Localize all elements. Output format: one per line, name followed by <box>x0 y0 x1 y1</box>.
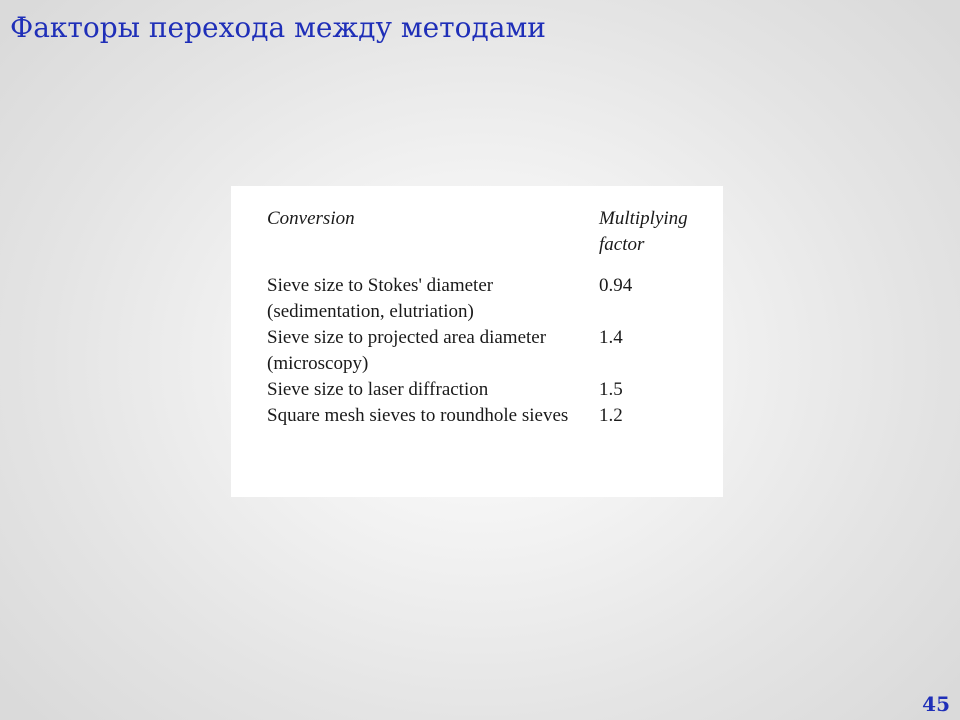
table-row <box>267 273 709 325</box>
table-header-row <box>267 206 709 273</box>
row-conversion: Square mesh sieves to roundhole sieves <box>267 405 569 426</box>
header-conversion: Conversion <box>267 208 355 229</box>
conversion-table <box>267 206 709 429</box>
table-row <box>267 403 709 429</box>
row-factor: 0.94 <box>599 275 633 296</box>
row-factor: 1.5 <box>599 379 623 400</box>
row-factor: 1.4 <box>599 327 623 348</box>
table-row <box>267 377 709 403</box>
row-conversion: Sieve size to Stokes' diameter (sedimentation, elutriation) <box>267 275 494 322</box>
header-multiplying-factor: Multiplying factor <box>599 208 688 255</box>
row-conversion: Sieve size to projected area diameter (microscopy) <box>267 327 547 374</box>
conversion-table-image <box>231 186 723 497</box>
row-conversion: Sieve size to laser diffraction <box>267 379 489 400</box>
table-row <box>267 325 709 377</box>
row-factor: 1.2 <box>599 405 623 426</box>
page-number: 45 <box>922 692 950 716</box>
slide-title: Факторы перехода между методами <box>10 11 546 44</box>
